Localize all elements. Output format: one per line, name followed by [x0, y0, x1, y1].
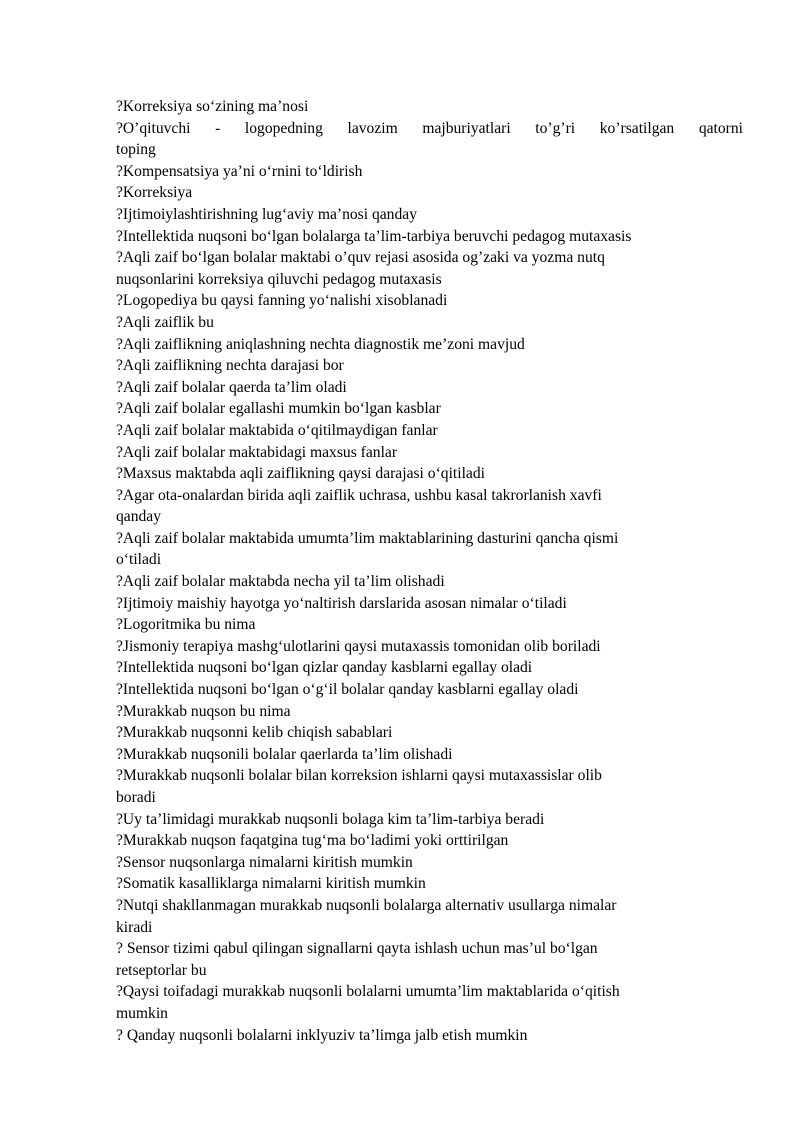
question-line: ?Aqli zaif bolalar egallashi mumkin bo‘lgan kasblar	[116, 400, 441, 418]
question-line: ?Logoritmika bu nima	[116, 616, 256, 634]
question-line: ?Murakkab nuqsonili bolalar qaerlarda ta’lim olishadi	[116, 745, 453, 763]
question-line: ?Intellektida nuqsoni bo‘lgan o‘g‘il bolalar qanday kasblarni egallay oladi	[116, 681, 579, 699]
question-line: ?Aqli zaif bolalar maktabidagi maxsus fanlar	[116, 443, 398, 461]
question-line: ?Kompensatsiya ya’ni o‘rnini to‘ldirish	[116, 162, 363, 180]
question-line: ?Logopediya bu qaysi fanning yo‘nalishi xisoblanadi	[116, 292, 448, 310]
question-line: ?Aqli zaif bo‘lgan bolalar maktabi o’quv rejasi asosida og’zaki va yozma nutq	[116, 249, 605, 267]
question-line: ?Ijtimoiylashtirishning lug‘aviy ma’nosi qanday	[116, 205, 417, 223]
question-line: ?Aqli zaiflik bu	[116, 313, 214, 331]
question-line: ?Murakkab nuqsonli bolalar bilan korreksion ishlarni qaysi mutaxassislar olib	[116, 767, 602, 785]
question-list	[116, 96, 743, 1046]
question-line: ?Aqli zaiflikning aniqlashning nechta diagnostik me’zoni mavjud	[116, 335, 525, 353]
question-line: ?Jismoniy terapiya mashg‘ulotlarini qaysi mutaxassis tomonidan olib boriladi	[116, 637, 601, 655]
question-line: ?Aqli zaif bolalar maktabda necha yil ta’lim olishadi	[116, 573, 445, 591]
question-line: mumkin	[116, 1004, 168, 1022]
question-line: nuqsonlarini korreksiya qiluvchi pedagog mutaxasis	[116, 270, 442, 288]
question-line: ?Korreksiya so‘zining ma’nosi	[116, 98, 309, 115]
question-line: ?Nutqi shakllanmagan murakkab nuqsonli bolalarga alternativ usullarga nimalar	[116, 896, 617, 914]
question-line: ?Aqli zaif bolalar maktabida umumta’lim maktablarining dasturini qancha qismi	[116, 529, 619, 547]
question-line: ?Aqli zaif bolalar qaerda ta’lim oladi	[116, 378, 347, 396]
question-line: ? Sensor tizimi qabul qilingan signallarni qayta ishlash uchun mas’ul bo‘lgan	[116, 940, 598, 958]
question-line: ?Agar ota-onalardan birida aqli zaiflik uchrasa, ushbu kasal takrorlanish xavfi	[116, 486, 602, 504]
question-line: ?Uy ta’limidagi murakkab nuqsonli bolaga kim ta’lim-tarbiya beradi	[116, 810, 545, 828]
question-line: qanday	[116, 508, 162, 526]
question-line	[116, 118, 743, 140]
question-line: ?Murakkab nuqsonni kelib chiqish sabablari	[116, 724, 393, 742]
question-line: ?Qaysi toifadagi murakkab nuqsonli bolalarni umumta’lim maktablarida o‘qitish	[116, 983, 620, 1001]
question-line: ?Somatik kasalliklarga nimalarni kiritish mumkin	[116, 875, 426, 893]
question-line: ?Sensor nuqsonlarga nimalarni kiritish mumkin	[116, 853, 413, 871]
question-line: ?Aqli zaiflikning nechta darajasi bor	[116, 357, 344, 375]
question-line: toping	[116, 141, 156, 159]
question-line-justified: ?O’qituvchi - logopedning lavozim majburiyatlari to’g’ri ko’rsatilgan qatorni	[116, 119, 743, 137]
question-line: ?Murakkab nuqson bu nima	[116, 702, 291, 720]
question-line: ?Ijtimoiy maishiy hayotga yo‘naltirish darslarida asosan nimalar o‘tiladi	[116, 594, 567, 612]
question-line: ?Intellektida nuqsoni bo‘lgan qizlar qanday kasblarni egallay oladi	[116, 659, 533, 677]
question-line: ?Korreksiya	[116, 184, 193, 202]
question-line: boradi	[116, 789, 156, 806]
question-line: o‘tiladi	[116, 551, 162, 569]
question-line: ?Intellektida nuqsoni bo‘lgan bolalarga ta’lim-tarbiya beruvchi pedagog mutaxasis	[116, 227, 632, 245]
question-line: ?Murakkab nuqson faqatgina tug‘ma bo‘ladimi yoki orttirilgan	[116, 832, 509, 850]
question-line: ?Aqli zaif bolalar maktabida o‘qitilmaydigan fanlar	[116, 421, 438, 439]
question-line: kiradi	[116, 918, 153, 936]
question-line: ?Maxsus maktabda aqli zaiflikning qaysi darajasi o‘qitiladi	[116, 465, 485, 483]
question-line: retseptorlar bu	[116, 961, 207, 979]
question-line: ? Qanday nuqsonli bolalarni inklyuziv ta’limga jalb etish mumkin	[116, 1026, 528, 1044]
